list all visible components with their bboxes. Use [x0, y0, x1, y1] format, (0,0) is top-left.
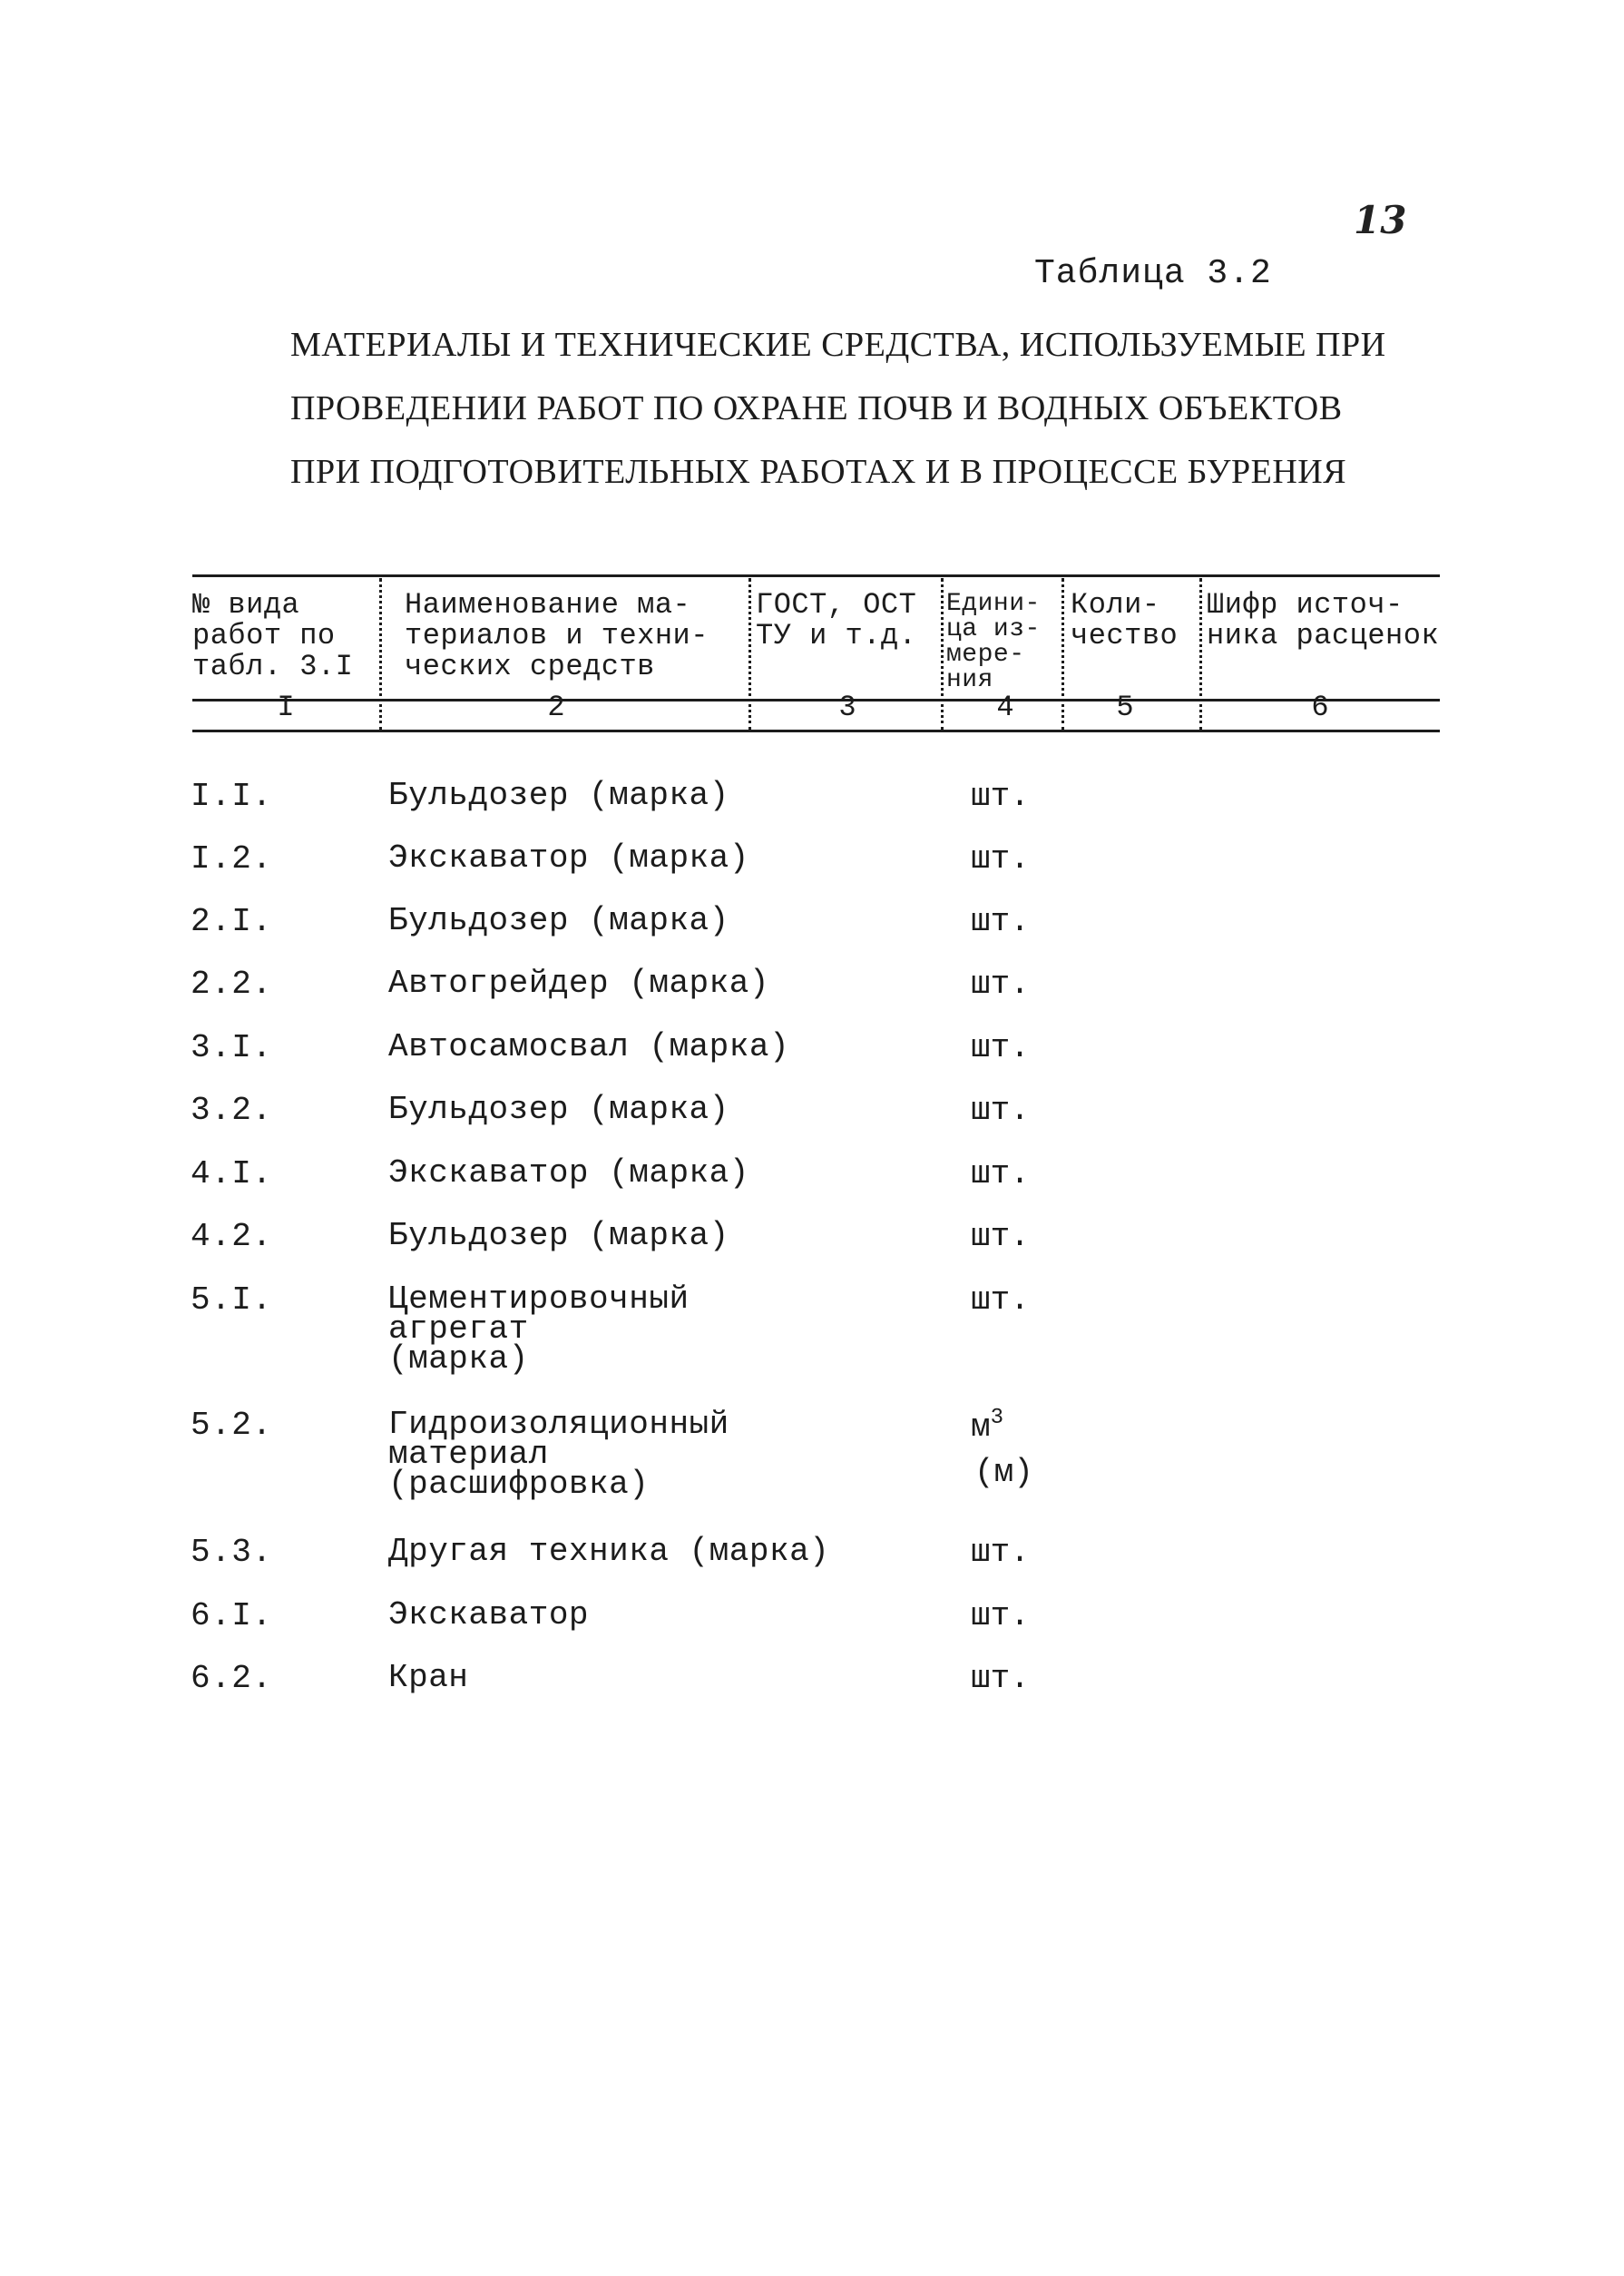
- title-line: ПРОВЕДЕНИИ РАБОТ ПО ОХРАНЕ ПОЧВ И ВОДНЫХ ОБЪЕКТОВ: [290, 389, 1343, 427]
- unit-of-measure: шт.: [971, 1660, 1030, 1697]
- column-number: 5: [1116, 691, 1134, 724]
- column-separator: [941, 578, 944, 731]
- item-name: Бульдозер (марка): [388, 1217, 729, 1254]
- title-line: МАТЕРИАЛЫ И ТЕХНИЧЕСКИЕ СРЕДСТВА, ИСПОЛЬЗУЕМЫЕ ПРИ: [290, 326, 1386, 364]
- unit-of-measure: шт.: [971, 1218, 1030, 1255]
- work-type-number: 2.2.: [191, 966, 273, 1003]
- unit-superscript: 3: [990, 1406, 1004, 1430]
- work-type-number: 5.I.: [191, 1281, 273, 1319]
- unit-of-measure: шт.: [971, 903, 1030, 940]
- column-separator: [1199, 578, 1202, 731]
- item-name: Кран: [388, 1659, 469, 1696]
- unit-of-measure: шт.: [971, 840, 1030, 878]
- column-separator: [1061, 578, 1064, 731]
- unit-of-measure: [971, 1402, 1003, 1444]
- item-name: Цементировочный агрегат (марка): [388, 1280, 690, 1378]
- work-type-number: I.2.: [191, 840, 273, 878]
- unit-of-measure: шт.: [971, 1029, 1030, 1066]
- column-header-work-type: № вида работ по табл. 3.I: [192, 588, 354, 683]
- column-number: I: [277, 691, 295, 724]
- work-type-number: 4.2.: [191, 1218, 273, 1255]
- table-label: Таблица 3.2: [1034, 254, 1272, 293]
- work-type-number: 4.I.: [191, 1155, 273, 1192]
- column-separator: [379, 578, 382, 731]
- item-name: Экскаватор: [388, 1596, 590, 1633]
- column-separator: [748, 578, 751, 731]
- unit-of-measure: шт.: [971, 1597, 1030, 1634]
- work-type-number: 2.I.: [191, 903, 273, 940]
- work-type-number: 6.2.: [191, 1660, 273, 1697]
- unit-of-measure: шт.: [971, 1155, 1030, 1192]
- column-header-unit: Едини- ца из- мере- ния: [946, 590, 1041, 694]
- column-number: 6: [1311, 691, 1329, 724]
- unit-of-measure: шт.: [971, 1092, 1030, 1129]
- work-type-number: I.I.: [191, 778, 273, 815]
- item-name: Бульдозер (марка): [388, 777, 729, 814]
- unit-of-measure: шт.: [971, 966, 1030, 1003]
- item-name: Бульдозер (марка): [388, 1091, 729, 1128]
- unit-of-measure: шт.: [971, 1281, 1030, 1319]
- work-type-number: 3.2.: [191, 1092, 273, 1129]
- table-top-rule: [192, 574, 1440, 577]
- title-line: ПРИ ПОДГОТОВИТЕЛЬНЫХ РАБОТАХ И В ПРОЦЕССЕ БУРЕНИЯ: [290, 453, 1347, 491]
- column-header-quantity: Коли- чество: [1071, 588, 1179, 652]
- unit-of-measure: шт.: [971, 778, 1030, 815]
- item-name: Другая техника (марка): [388, 1533, 830, 1570]
- unit-of-measure: шт.: [971, 1534, 1030, 1571]
- page-number: 13: [1354, 198, 1407, 242]
- item-name: Автосамосвал (марка): [388, 1028, 790, 1065]
- work-type-number: 3.I.: [191, 1029, 273, 1066]
- work-type-number: 5.3.: [191, 1534, 273, 1571]
- item-name: Экскаватор (марка): [388, 839, 749, 877]
- item-name: Гидроизоляционный материал (расшифровка): [388, 1406, 729, 1503]
- column-header-name: Наименование ма- териалов и техни- ческих средств: [405, 588, 709, 683]
- column-number: 4: [996, 691, 1014, 724]
- item-name: Экскаватор (марка): [388, 1154, 749, 1192]
- item-name: Бульдозер (марка): [388, 902, 729, 939]
- work-type-number: 5.2.: [191, 1407, 273, 1444]
- column-number: 2: [547, 691, 565, 724]
- column-number: 3: [838, 691, 856, 724]
- unit-value: м: [971, 1408, 991, 1446]
- item-name: Автогрейдер (марка): [388, 965, 769, 1002]
- table-title: [290, 313, 1386, 504]
- column-header-price-source: Шифр источ- ника расценок: [1207, 588, 1440, 652]
- unit-of-measure-alt: (м): [974, 1454, 1033, 1491]
- column-header-standard: ГОСТ, ОСТ ТУ и т.д.: [756, 588, 917, 652]
- work-type-number: 6.I.: [191, 1597, 273, 1634]
